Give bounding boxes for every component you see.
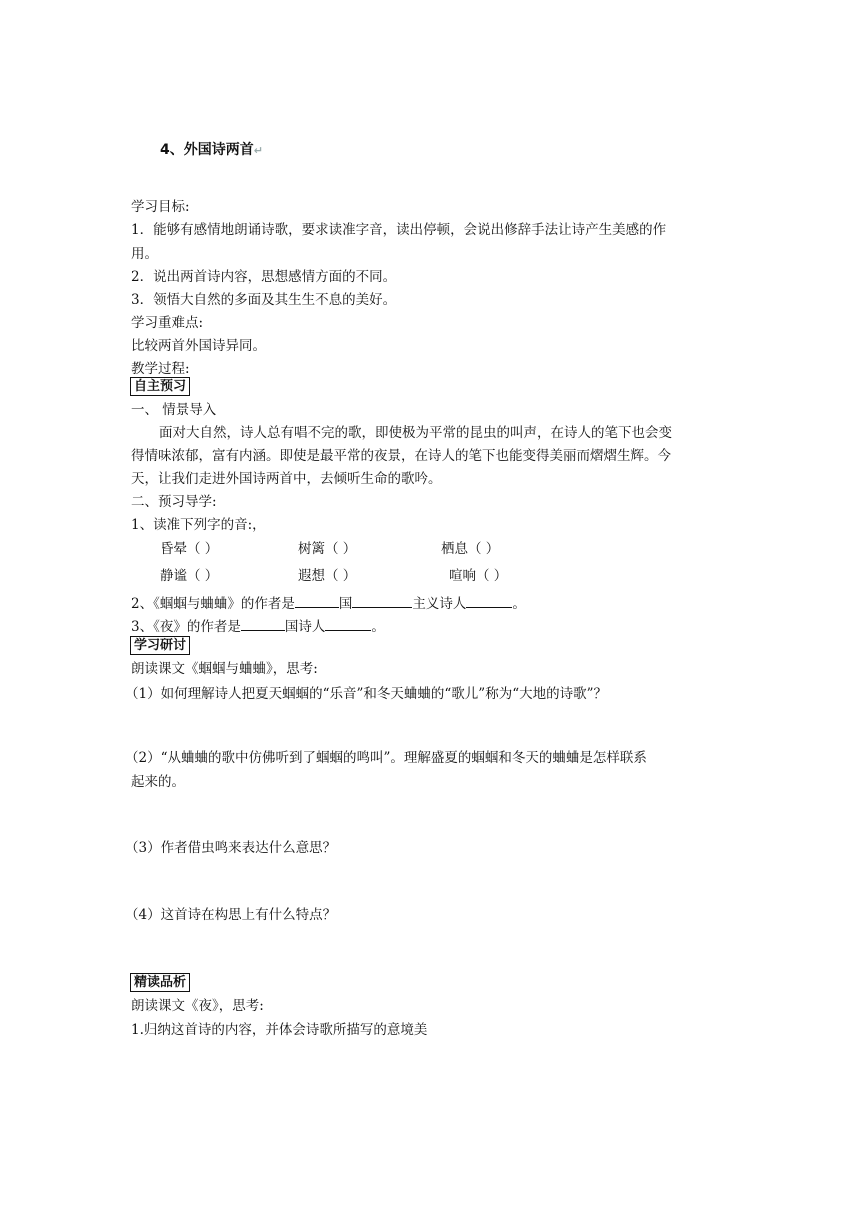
part2-heading: 二、预习导学: xyxy=(131,494,217,510)
study-question-1: （1）如何理解诗人把夏天蝈蝈的“乐音”和冬天蛐蛐的“歌儿”称为“大地的诗歌”？ xyxy=(125,686,607,702)
pron-item: 遐想（ ） xyxy=(298,568,357,584)
page-title xyxy=(160,140,263,161)
question-2 xyxy=(131,593,526,614)
q2-blank-poet[interactable] xyxy=(466,593,512,608)
objective-1: 1．能够有感情地朗诵诗歌，要求读准字音，读出停顿，会说出修辞手法让诗产生美感的作 xyxy=(131,222,667,238)
part1-heading: 一、 情景导入 xyxy=(131,402,217,418)
objective-2: 2．说出两首诗内容，思想感情方面的不同。 xyxy=(131,269,397,285)
q3-text-a: 3、《夜》的作者是 xyxy=(131,619,241,635)
section-label-self-study: 自主预习 xyxy=(130,377,190,396)
study-intro: 朗读课文《蝈蝈与蛐蛐》，思考: xyxy=(131,661,318,677)
q2-blank-school[interactable] xyxy=(352,593,412,608)
q3-blank-poet[interactable] xyxy=(325,616,371,631)
intro-line-3: 天，让我们走进外国诗两首中，去倾听生命的歌吟。 xyxy=(131,471,442,487)
q2-text-b: 国 xyxy=(338,596,353,612)
q3-text-b: 国诗人 xyxy=(284,619,326,635)
pron-heading: 1、读准下列字的音:， xyxy=(131,517,266,533)
process-heading: 教学过程: xyxy=(131,361,190,377)
read-question-1: 1.归纳这首诗的内容，并体会诗歌所描写的意境美 xyxy=(131,1022,428,1038)
section-label-discussion: 学习研讨 xyxy=(130,636,190,655)
pron-item: 喧响（ ） xyxy=(449,568,508,584)
q2-text-d: 。 xyxy=(512,596,526,612)
q3-text-c: 。 xyxy=(371,619,385,635)
q2-blank-country[interactable] xyxy=(295,593,339,608)
key-points-heading: 学习重难点: xyxy=(131,315,204,331)
study-question-2-cont: 起来的。 xyxy=(131,774,185,790)
study-question-2: （2）“从蛐蛐的歌中仿佛听到了蝈蝈的鸣叫”。理解盛夏的蝈蝈和冬天的蛐蛐是怎样联系 xyxy=(125,750,647,766)
question-3 xyxy=(131,616,385,637)
pron-item: 昏晕（ ） xyxy=(160,541,219,557)
pron-item: 栖息（ ） xyxy=(441,541,500,557)
study-question-3: （3）作者借虫鸣来表达什么意思？ xyxy=(125,840,337,856)
q3-blank-country[interactable] xyxy=(241,616,285,631)
objective-3: 3．领悟大自然的多面及其生生不息的美好。 xyxy=(131,292,397,308)
section-label-close-reading: 精读品析 xyxy=(130,973,190,992)
pron-item: 静谧（ ） xyxy=(160,568,219,584)
title-text: 4、外国诗两首 xyxy=(160,142,254,158)
pron-item: 树篱（ ） xyxy=(298,541,357,557)
key-points-text: 比较两首外国诗异同。 xyxy=(131,338,266,354)
read-intro: 朗读课文《夜》，思考: xyxy=(131,998,264,1014)
intro-line-2: 得情味浓郁，富有内涵。即使是最平常的夜景，在诗人的笔下也能变得美丽而熠熠生辉。今 xyxy=(131,448,671,464)
intro-line-1: 面对大自然，诗人总有唱不完的歌，即使极为平常的昆虫的叫声，在诗人的笔下也会变 xyxy=(159,425,672,441)
objective-1-cont: 用。 xyxy=(131,246,158,262)
objectives-heading: 学习目标: xyxy=(131,199,190,215)
paragraph-mark-icon: ↵ xyxy=(253,144,263,157)
q2-text-c: 主义诗人 xyxy=(412,596,467,612)
q2-text-a: 2、《蝈蝈与蛐蛐》的作者是 xyxy=(131,596,295,612)
study-question-4: （4）这首诗在构思上有什么特点？ xyxy=(125,907,337,923)
